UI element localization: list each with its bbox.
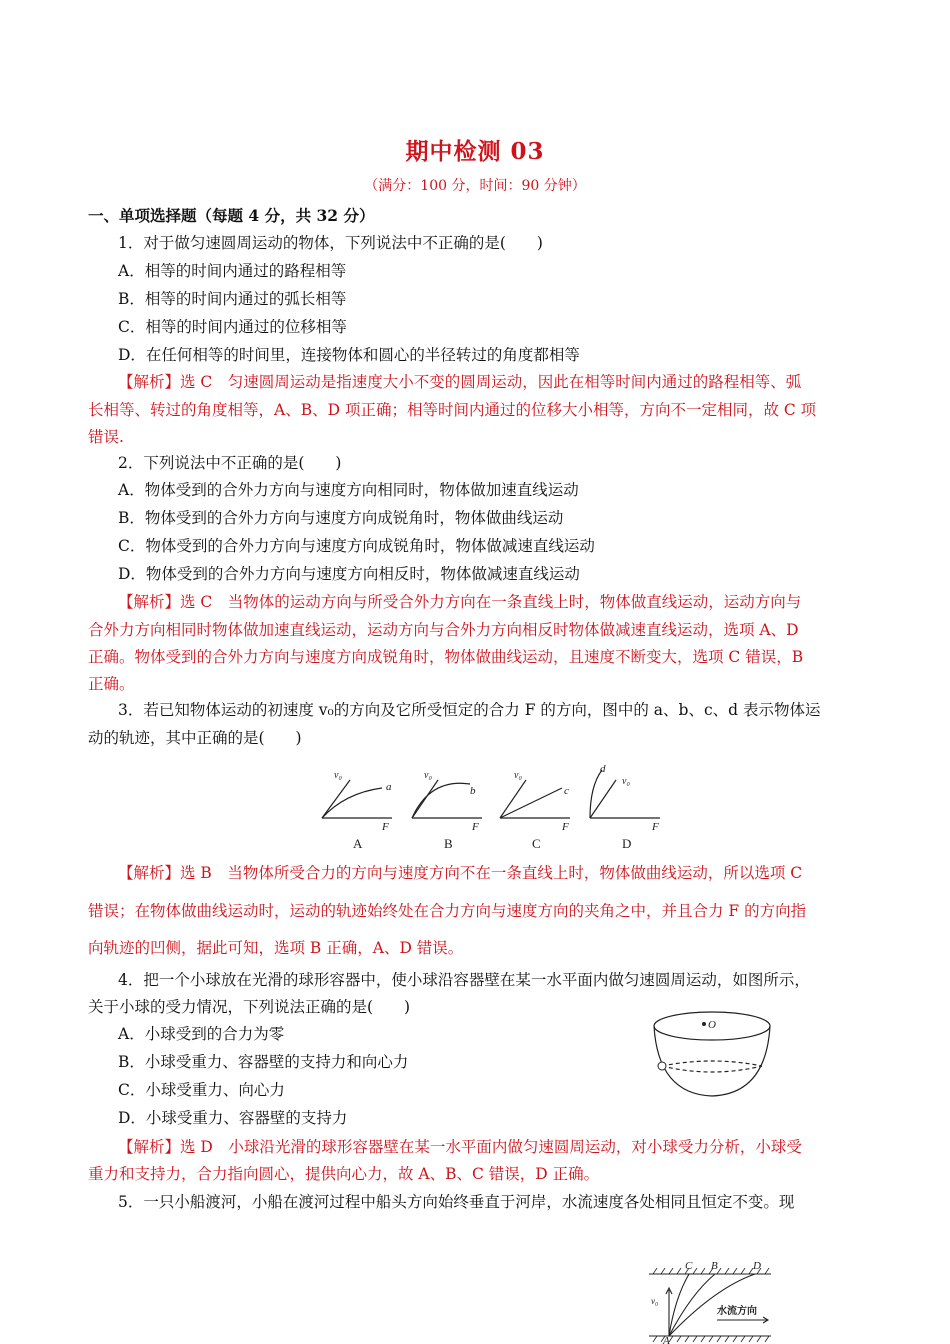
q3-stem-line2: 动的轨迹，其中正确的是( ) [88, 729, 302, 747]
q3-answer-line3: 向轨迹的凹侧，据此可知，选项 B 正确，A、D 错误。 [88, 939, 464, 957]
fig-a-v0-label: v₀ [334, 770, 342, 781]
q4-option-a: A．小球受到的合力为零 [118, 1025, 285, 1043]
q1-answer-line1: 【解析】选 C 匀速圆周运动是指速度大小不变的圆周运动，因此在相等时间内通过的路程相等、弧 [118, 373, 802, 391]
q2-answer-line2: 合外力方向相同时物体做加速直线运动，运动方向与合外力方向相反时物体做减速直线运动，选项 A、D [88, 621, 799, 639]
page-title: 期中检测 03 [405, 138, 545, 165]
q4-bowl-figure [648, 1008, 778, 1102]
fig-a-traj-label: a [386, 781, 392, 793]
fig-caption-c: C [532, 836, 541, 851]
river-point-d: D [753, 1260, 761, 1272]
fig-c-force-label: F [562, 821, 569, 833]
fig-a-force-label: F [382, 821, 389, 833]
q1-option-a: A．相等的时间内通过的路程相等 [118, 262, 347, 280]
fig-caption-b: B [444, 836, 453, 851]
q2-option-d: D．物体受到的合外力方向与速度方向相反时，物体做减速直线运动 [118, 565, 580, 583]
q3-answer-line1: 【解析】选 B 当物体所受合力的方向与速度方向不在一条直线上时，物体做曲线运动，所以选项 C [118, 864, 803, 882]
fig-caption-d: D [622, 836, 632, 851]
river-flow-label: 水流方向 [717, 1306, 757, 1317]
fig-c-v0-label: v₀ [514, 770, 522, 781]
fig-d-v0-label: v₀ [622, 776, 630, 787]
fig-b-traj-label: b [470, 785, 476, 797]
q1-stem: 1．对于做匀速圆周运动的物体，下列说法中不正确的是( ) [118, 234, 543, 252]
q1-option-c: C．相等的时间内通过的位移相等 [118, 318, 347, 336]
q4-option-b: B．小球受重力、容器壁的支持力和向心力 [118, 1053, 409, 1071]
q5-stem-line1: 5．一只小船渡河，小船在渡河过程中船头方向始终垂直于河岸，水流速度各处相同且恒定不变。现 [118, 1193, 795, 1211]
q2-answer-line1: 【解析】选 C 当物体的运动方向与所受合外力方向在一条直线上时，物体做直线运动，运动方向与 [118, 593, 802, 611]
fig-c-traj-label: c [564, 785, 569, 797]
fig-caption-a: A [353, 836, 363, 851]
q4-stem-line1: 4．把一个小球放在光滑的球形容器中，使小球沿容器壁在某一水平面内做匀速圆周运动，如图所示， [118, 971, 810, 989]
q4-answer-line1: 【解析】选 D 小球沿光滑的球形容器壁在某一水平面内做匀速圆周运动，对小球受力分析，小球受 [118, 1138, 802, 1156]
q4-answer-line2: 重力和支持力，合力指向圆心，提供向心力，故 A、B、C 错误，D 正确。 [88, 1165, 600, 1183]
q1-option-b: B．相等的时间内通过的弧长相等 [118, 290, 347, 308]
section-heading: 一、单项选择题（每题 4 分，共 32 分） [88, 206, 375, 225]
q2-option-b: B．物体受到的合外力方向与速度方向成锐角时，物体做曲线运动 [118, 509, 564, 527]
fig-b-force-label: F [472, 821, 479, 833]
river-point-b: B [711, 1260, 718, 1272]
river-point-c: C [685, 1260, 693, 1272]
fig-b-v0-label: v₀ [424, 770, 432, 781]
q1-answer-line3: 错误. [88, 428, 124, 446]
ball-icon [658, 1062, 666, 1070]
fig-d-traj-label: d [600, 763, 606, 775]
bowl-center-label: O [708, 1019, 716, 1031]
river-v0-label: v₀ [651, 1296, 659, 1306]
q4-stem-line2: 关于小球的受力情况，下列说法正确的是( ) [88, 998, 411, 1016]
q1-answer-line2: 长相等、转过的角度相等，A、B、D 项正确；相等时间内通过的位移大小相等，方向不一定相同，故 C 项 [88, 401, 817, 419]
q2-answer-line3: 正确。物体受到的合外力方向与速度方向成锐角时，物体做曲线运动，且速度不断变大，选项 C 错误，B [88, 648, 804, 666]
fig-d-force-label: F [652, 821, 659, 833]
q5-river-figure [645, 1258, 775, 1344]
q2-option-a: A．物体受到的合外力方向与速度方向相同时，物体做加速直线运动 [118, 481, 579, 499]
q2-option-c: C．物体受到的合外力方向与速度方向成锐角时，物体做减速直线运动 [118, 537, 595, 555]
q4-option-c: C．小球受重力、向心力 [118, 1081, 285, 1099]
q1-option-d: D．在任何相等的时间里，连接物体和圆心的半径转过的角度都相等 [118, 346, 580, 364]
q3-trajectory-figure [310, 758, 680, 858]
q2-stem: 2．下列说法中不正确的是( ) [118, 454, 342, 472]
q3-stem-line1: 3．若已知物体运动的初速度 v₀的方向及它所受恒定的合力 F 的方向，图中的 a、b、c、d 表示物体运 [118, 701, 821, 719]
river-point-a: A [663, 1335, 670, 1344]
page-subtitle: （满分：100 分，时间：90 分钟） [364, 178, 586, 194]
q2-answer-line4: 正确。 [88, 675, 135, 693]
q3-answer-line2: 错误；在物体做曲线运动时，运动的轨迹始终处在合力方向与速度方向的夹角之中，并且合力 F 的方向指 [88, 902, 807, 920]
q4-option-d: D．小球受重力、容器壁的支持力 [118, 1109, 348, 1127]
